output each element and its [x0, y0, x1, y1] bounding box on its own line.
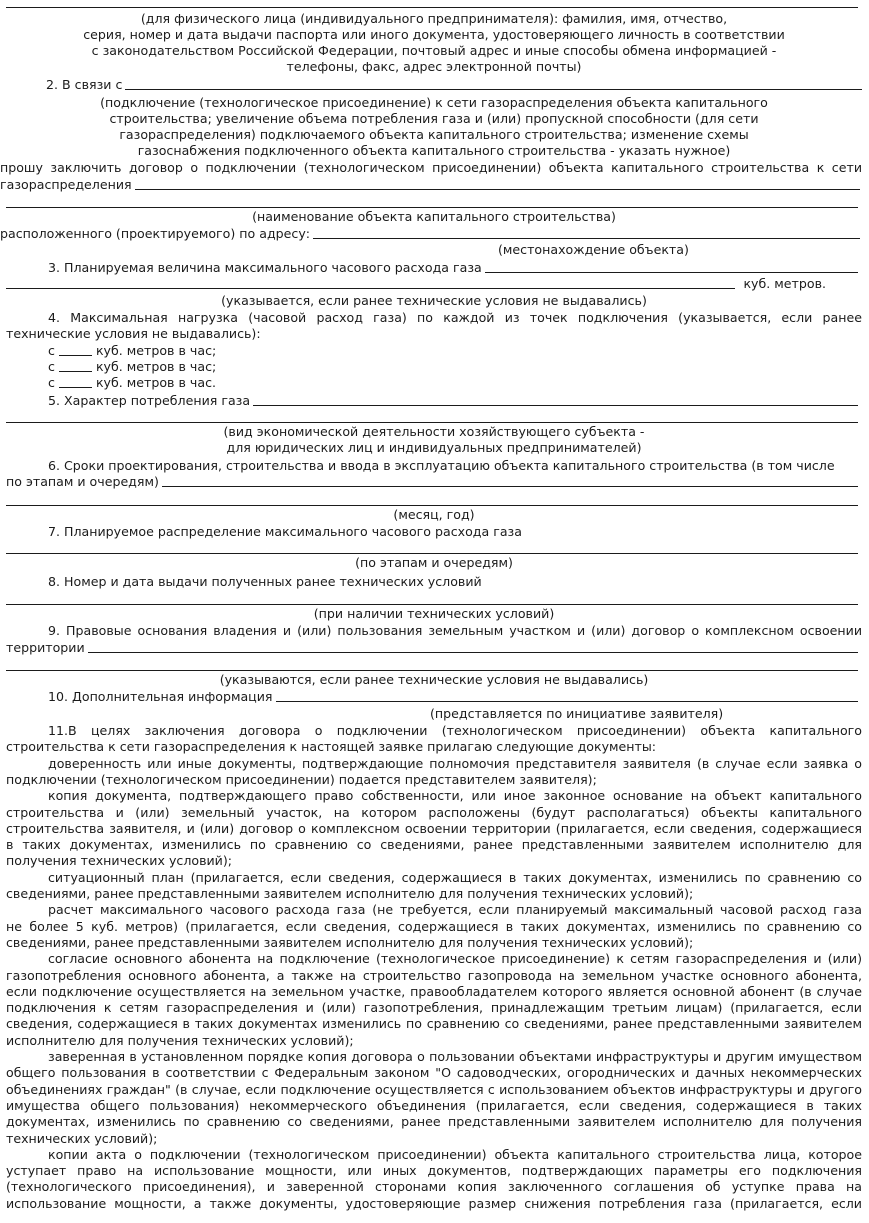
item11-line: копии акта о подключении (технологическом присоединении) объекта капитального строительства лица, которое	[48, 1146, 862, 1162]
item11-line: технических условий);	[6, 1130, 158, 1146]
item11-line: объединениях граждан" (в случае, если подключение осуществляется с использованием объектов инфраструктуры и другого	[6, 1081, 862, 1097]
item2-note-line: строительства; увеличение объема потребления газа и (или) пропускной способности (для сети	[109, 111, 759, 126]
applicant-note-line: телефоны, факс, адрес электронной почты)	[286, 59, 582, 74]
item11-line: копия документа, подтверждающего право собственности, или иное законное основание на объект капитального	[48, 788, 862, 804]
request-row	[0, 177, 860, 193]
address-label: расположенного (проектируемого) по адресу:	[0, 226, 311, 241]
address-note: (местонахождение объекта)	[498, 242, 689, 257]
address-fill-line[interactable]	[313, 237, 860, 239]
point-prefix: с	[48, 359, 55, 374]
item11-line: использование мощности, а также документы, удостоверяющие размер снижения потребления газа (прилагается, если	[6, 1195, 862, 1211]
request-text: прошу заключить договор о подключении (технологическом присоединении) объекта капитального строительства к сети	[0, 160, 862, 175]
item10-label: 10. Дополнительная информация	[48, 689, 273, 704]
item11-line: имущества общего пользования) некоммерческого объединения (прилагается, если сведения, содержащиеся в таких	[6, 1097, 862, 1113]
item3-row	[6, 260, 858, 276]
point-fill-blank[interactable]	[59, 344, 92, 356]
item10-row	[6, 689, 858, 705]
item11-line: получения технических условий);	[6, 853, 233, 869]
load-point-row	[48, 343, 448, 359]
item6-fill-line[interactable]	[162, 485, 858, 487]
item11-line: строительства к сети газораспределения к настоящей заявке прилагаю следующие документы:	[6, 739, 657, 755]
item11-line: расчет максимального часового расхода газа (не требуется, если планируемый максимальный часовой расход газа	[48, 902, 862, 918]
applicant-note-line: с законодательством Российской Федерации, почтовый адрес и иные способы обмена информацией -	[91, 43, 777, 58]
item11-line: исполнителю для получения технических условий);	[6, 1032, 354, 1048]
load-point-row	[48, 375, 448, 391]
item9-fill-line-2[interactable]	[6, 669, 858, 671]
item3-unit: куб. метров.	[743, 276, 826, 291]
item7-label: 7. Планируемое распределение максимального часового расхода газа	[48, 524, 522, 539]
item11-line: строительства и (или) земельный участок, на котором расположены (будут располагаться) объекты капитального	[6, 804, 862, 820]
item10-fill-line[interactable]	[276, 700, 858, 702]
point-suffix: куб. метров в час.	[95, 375, 216, 390]
item11-line: строительства заявителя, и (или) договор о комплексном освоении территории (прилагается, если сведения, содержащиеся	[6, 820, 862, 836]
load-point-row	[48, 359, 448, 375]
blank-line[interactable]	[6, 6, 858, 8]
item3-unit-row	[6, 276, 826, 292]
request-cont: газораспределения	[0, 177, 132, 192]
item9-note: (указываются, если ранее технические условия не выдавались)	[219, 672, 649, 687]
point-prefix: с	[48, 343, 55, 358]
item11-line: сведениями, ранее представленными заявителем исполнителю для получения технических условий);	[6, 934, 694, 950]
item11-line: уступает право на использование мощности, или иных документов, подтверждающих параметры его подключения	[6, 1163, 862, 1179]
item11-line: подключении (технологическом присоединении) подается представителем заявителя);	[6, 771, 597, 787]
item7-note: (по этапам и очередям)	[355, 555, 513, 570]
item2-note-line: газораспределения) подключаемого объекта капитального строительства; изменение схемы	[119, 127, 749, 142]
object-note: (наименование объекта капитального строительства)	[252, 209, 616, 224]
point-fill-blank[interactable]	[59, 360, 92, 372]
item6-line2: по этапам и очередям)	[6, 474, 159, 489]
item11-line: в таких документах, изменились по сравнению со сведениями, ранее представленными заявителем исполнителю для	[6, 837, 862, 853]
item3-label: 3. Планируемая величина максимального часового расхода газа	[48, 260, 482, 275]
item2-label: 2. В связи с	[46, 77, 123, 92]
item8-label: 8. Номер и дата выдачи полученных ранее технических условий	[48, 574, 482, 589]
item3-note: (указывается, если ранее технические условия не выдавались)	[221, 293, 647, 308]
item9-line2: территории	[6, 640, 85, 655]
item9-row	[6, 640, 858, 656]
point-fill-blank[interactable]	[59, 376, 92, 388]
item11-line: согласие основного абонента на подключение (технологическое присоединение) к сетям газораспределения и (или)	[48, 951, 862, 967]
item11-line: заверенная в установленном порядке копия договора о пользовании объектами инфраструктуры и другим имуществом	[48, 1049, 862, 1064]
item5-row	[6, 393, 858, 409]
item5-fill-line[interactable]	[253, 404, 858, 406]
item8-fill-line[interactable]	[6, 603, 858, 605]
item6-row	[6, 474, 858, 490]
item2-note-line: (подключение (технологическое присоединение) к сети газораспределения объекта капитального	[100, 95, 768, 110]
point-prefix: с	[48, 375, 55, 390]
point-suffix: куб. метров в час;	[95, 359, 217, 374]
item11-line: подключения к сетям газораспределения и (или) газопотребления, принадлежащим третьим лицам) (прилагается, если	[6, 1000, 862, 1016]
item9-fill-line[interactable]	[88, 651, 858, 653]
item11-line: общего пользования в соответствии с Федеральным законом "О садоводческих, огороднических и дачных некоммерческих	[6, 1065, 862, 1081]
item11-line: газопотребления основного абонента, а также на строительство газопровода на земельном участке основного абонента,	[6, 967, 862, 983]
item3-fill-line[interactable]	[485, 271, 858, 273]
item11-line: сведениями, ранее представленными заявителем исполнителю для получения технических условий);	[6, 886, 694, 901]
item9-line1: 9. Правовые основания владения и (или) пользования земельным участком и (или) договор о комплексном освоении	[48, 623, 862, 638]
applicant-note-line: (для физического лица (индивидуального предпринимателя): фамилия, имя, отчество,	[140, 11, 728, 26]
item2-note-line: газоснабжения подключенного объекта капитального строительства - указать нужное)	[137, 143, 731, 158]
item11-line: ситуационный план (прилагается, если сведения, содержащиеся в таких документах, изменились по сравнению со	[48, 869, 862, 885]
item6-fill-line-2[interactable]	[6, 504, 858, 506]
item11-line: если подключение осуществляется на земельном участке, правообладателем которого является основной абонент (в случае	[6, 983, 862, 999]
point-suffix: куб. метров в час;	[95, 343, 217, 358]
address-row	[0, 226, 860, 242]
item5-label: 5. Характер потребления газа	[48, 393, 251, 408]
item11-line: 11.В целях заключения договора о подключении (технологическом присоединении) объекта капитального	[48, 723, 862, 738]
item11-line: не более 5 куб. метров) (прилагается, если сведения, содержащиеся в таких документах, изменились по сравнению со	[6, 918, 862, 934]
item11-line: (технологического присоединения), и заверенной сторонами копия заключенного соглашения об уступке права на	[6, 1179, 862, 1195]
item11-line: доверенность или иные документы, подтверждающие полномочия представителя заявителя (в случае если заявка о	[48, 755, 862, 771]
item4-line1: 4. Максимальная нагрузка (часовой расход газа) по каждой из точек подключения (указывается, если ранее	[48, 310, 862, 325]
item11-line: сведения, содержащиеся в таких документах изменились по сравнению со сведениями, ранее представленными заявителем	[6, 1016, 862, 1032]
item5-note-line: (вид экономической деятельности хозяйствующего субъекта -	[223, 424, 645, 439]
item2-row	[6, 77, 862, 93]
item3-fill-line-2[interactable]	[6, 287, 735, 289]
item11-line: документах, изменились по сравнению со сведениями, ранее представленными заявителем исполнителю для получения	[6, 1114, 862, 1130]
object-fill-line-2[interactable]	[6, 206, 858, 208]
item7-fill-line[interactable]	[6, 552, 858, 554]
object-fill-line[interactable]	[135, 188, 860, 190]
item4-line2: технические условия не выдавались):	[6, 326, 261, 341]
item5-note-line: для юридических лиц и индивидуальных предпринимателей)	[226, 440, 642, 455]
item8-note: (при наличии технических условий)	[313, 606, 555, 621]
item6-line1: 6. Сроки проектирования, строительства и ввода в эксплуатацию объекта капитального строительства (в том числе	[48, 458, 835, 473]
applicant-note-line: серия, номер и дата выдачи паспорта или иного документа, удостоверяющего личность в соответствии	[83, 27, 785, 42]
item2-fill-line[interactable]	[125, 88, 862, 90]
item5-fill-line-2[interactable]	[6, 421, 858, 423]
item6-note: (месяц, год)	[393, 507, 475, 522]
item10-note: (представляется по инициативе заявителя)	[430, 706, 724, 721]
